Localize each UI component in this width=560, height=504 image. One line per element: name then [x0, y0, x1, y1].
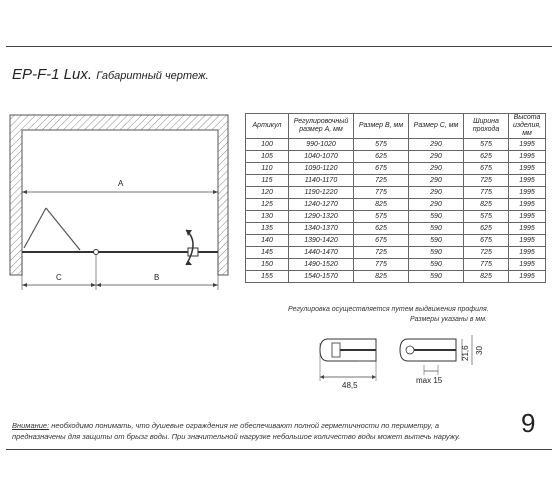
table-row	[246, 271, 546, 283]
cell: 675	[464, 235, 509, 247]
footer-warning-text: необходимо понимать, что душевые ограждения не обеспечивают полной герметичности по периметру, а предназначены для защиты от брызг воды. При значительной нагрузке небольшое количество воды может вытечь наружу.	[12, 421, 461, 441]
cell: 120	[246, 187, 289, 199]
cell: 1995	[509, 235, 546, 247]
cell: 775	[464, 187, 509, 199]
cell: 125	[246, 199, 289, 211]
page-number: 9	[521, 408, 536, 438]
cell: 625	[464, 151, 509, 163]
header-height: Высота изделия, мм	[509, 114, 546, 139]
cell: 825	[354, 271, 409, 283]
cell: 990-1020	[289, 139, 354, 151]
cell: 290	[409, 187, 464, 199]
title-subtitle: Габаритный чертеж.	[96, 70, 209, 82]
cell: 155	[246, 271, 289, 283]
cell: 575	[464, 139, 509, 151]
table-row	[246, 211, 546, 223]
table-row	[246, 163, 546, 175]
cell: 150	[246, 259, 289, 271]
cell: 725	[354, 175, 409, 187]
cell: 675	[354, 163, 409, 175]
plan-drawing	[8, 100, 233, 300]
table-row	[246, 199, 546, 211]
profile-max-label: max 15	[416, 376, 443, 385]
cell: 825	[354, 199, 409, 211]
table-row	[246, 187, 546, 199]
cell: 105	[246, 151, 289, 163]
cell: 1040-1070	[289, 151, 354, 163]
cell: 1995	[509, 163, 546, 175]
header-size-c: Размер C, мм	[409, 114, 464, 139]
cell: 775	[464, 259, 509, 271]
dimension-a-label: A	[118, 179, 124, 188]
cell: 590	[409, 259, 464, 271]
cell: 575	[354, 211, 409, 223]
cell: 590	[409, 223, 464, 235]
cell: 590	[409, 211, 464, 223]
cell: 590	[409, 247, 464, 259]
cell: 1995	[509, 223, 546, 235]
cell: 825	[464, 199, 509, 211]
table-row	[246, 223, 546, 235]
cell: 1440-1470	[289, 247, 354, 259]
model-name: EP-F-1 Lux.	[12, 66, 93, 83]
cell: 290	[409, 139, 464, 151]
header-article: Артикул	[246, 114, 289, 139]
cell: 115	[246, 175, 289, 187]
cell: 590	[409, 235, 464, 247]
table-row	[246, 235, 546, 247]
cell: 775	[354, 187, 409, 199]
cell: 290	[409, 199, 464, 211]
profile-width-label: 48,5	[342, 381, 358, 390]
cell: 1995	[509, 259, 546, 271]
profile-d1-label: 21,6	[461, 345, 470, 361]
cell: 290	[409, 175, 464, 187]
cell: 130	[246, 211, 289, 223]
cell: 1995	[509, 271, 546, 283]
cell: 1995	[509, 175, 546, 187]
cell: 1190-1220	[289, 187, 354, 199]
table-row	[246, 247, 546, 259]
table-row	[246, 139, 546, 151]
profile-d2-label: 30	[475, 346, 484, 355]
profile-sections	[318, 325, 508, 393]
profile-left	[320, 339, 376, 390]
units-note: Размеры указаны в мм.	[410, 316, 487, 323]
table-row	[246, 151, 546, 163]
cell: 725	[354, 247, 409, 259]
header-adjust: Регулировочный размер А, мм	[289, 114, 354, 139]
cell: 135	[246, 223, 289, 235]
header-passage: Ширина прохода	[464, 114, 509, 139]
regulation-note: Регулировка осуществляется путем выдвижения профиля.	[288, 306, 489, 313]
table-row	[246, 259, 546, 271]
cell: 1995	[509, 211, 546, 223]
cell: 675	[464, 163, 509, 175]
cell: 575	[354, 139, 409, 151]
cell: 1995	[509, 139, 546, 151]
dimension-c-label: C	[56, 273, 62, 282]
cell: 1995	[509, 199, 546, 211]
cell: 110	[246, 163, 289, 175]
cell: 625	[354, 223, 409, 235]
spec-table	[245, 113, 546, 283]
cell: 1995	[509, 187, 546, 199]
cell: 1490-1520	[289, 259, 354, 271]
dimension-b-label: B	[154, 273, 160, 282]
footer-warning	[12, 420, 492, 442]
cell: 625	[464, 223, 509, 235]
cell: 1140-1170	[289, 175, 354, 187]
cell: 140	[246, 235, 289, 247]
cell: 775	[354, 259, 409, 271]
cell: 575	[464, 211, 509, 223]
cell: 145	[246, 247, 289, 259]
table-row	[246, 175, 546, 187]
cell: 825	[464, 271, 509, 283]
cell: 725	[464, 247, 509, 259]
cell: 1340-1370	[289, 223, 354, 235]
stabilizer-bar	[24, 208, 46, 248]
footer-warning-label: Внимание:	[12, 421, 50, 430]
cell: 625	[354, 151, 409, 163]
cell: 1240-1270	[289, 199, 354, 211]
cell: 1390-1420	[289, 235, 354, 247]
page-title	[12, 66, 209, 83]
header-size-b: Размер B, мм	[354, 114, 409, 139]
cell: 1540-1570	[289, 271, 354, 283]
cell: 1090-1120	[289, 163, 354, 175]
cell: 100	[246, 139, 289, 151]
cell: 290	[409, 151, 464, 163]
profile-right	[400, 335, 484, 385]
cell: 290	[409, 163, 464, 175]
cell: 590	[409, 271, 464, 283]
cell: 1290-1320	[289, 211, 354, 223]
cell: 725	[464, 175, 509, 187]
cell: 675	[354, 235, 409, 247]
cell: 1995	[509, 247, 546, 259]
table-header-row	[246, 114, 546, 139]
cell: 1995	[509, 151, 546, 163]
